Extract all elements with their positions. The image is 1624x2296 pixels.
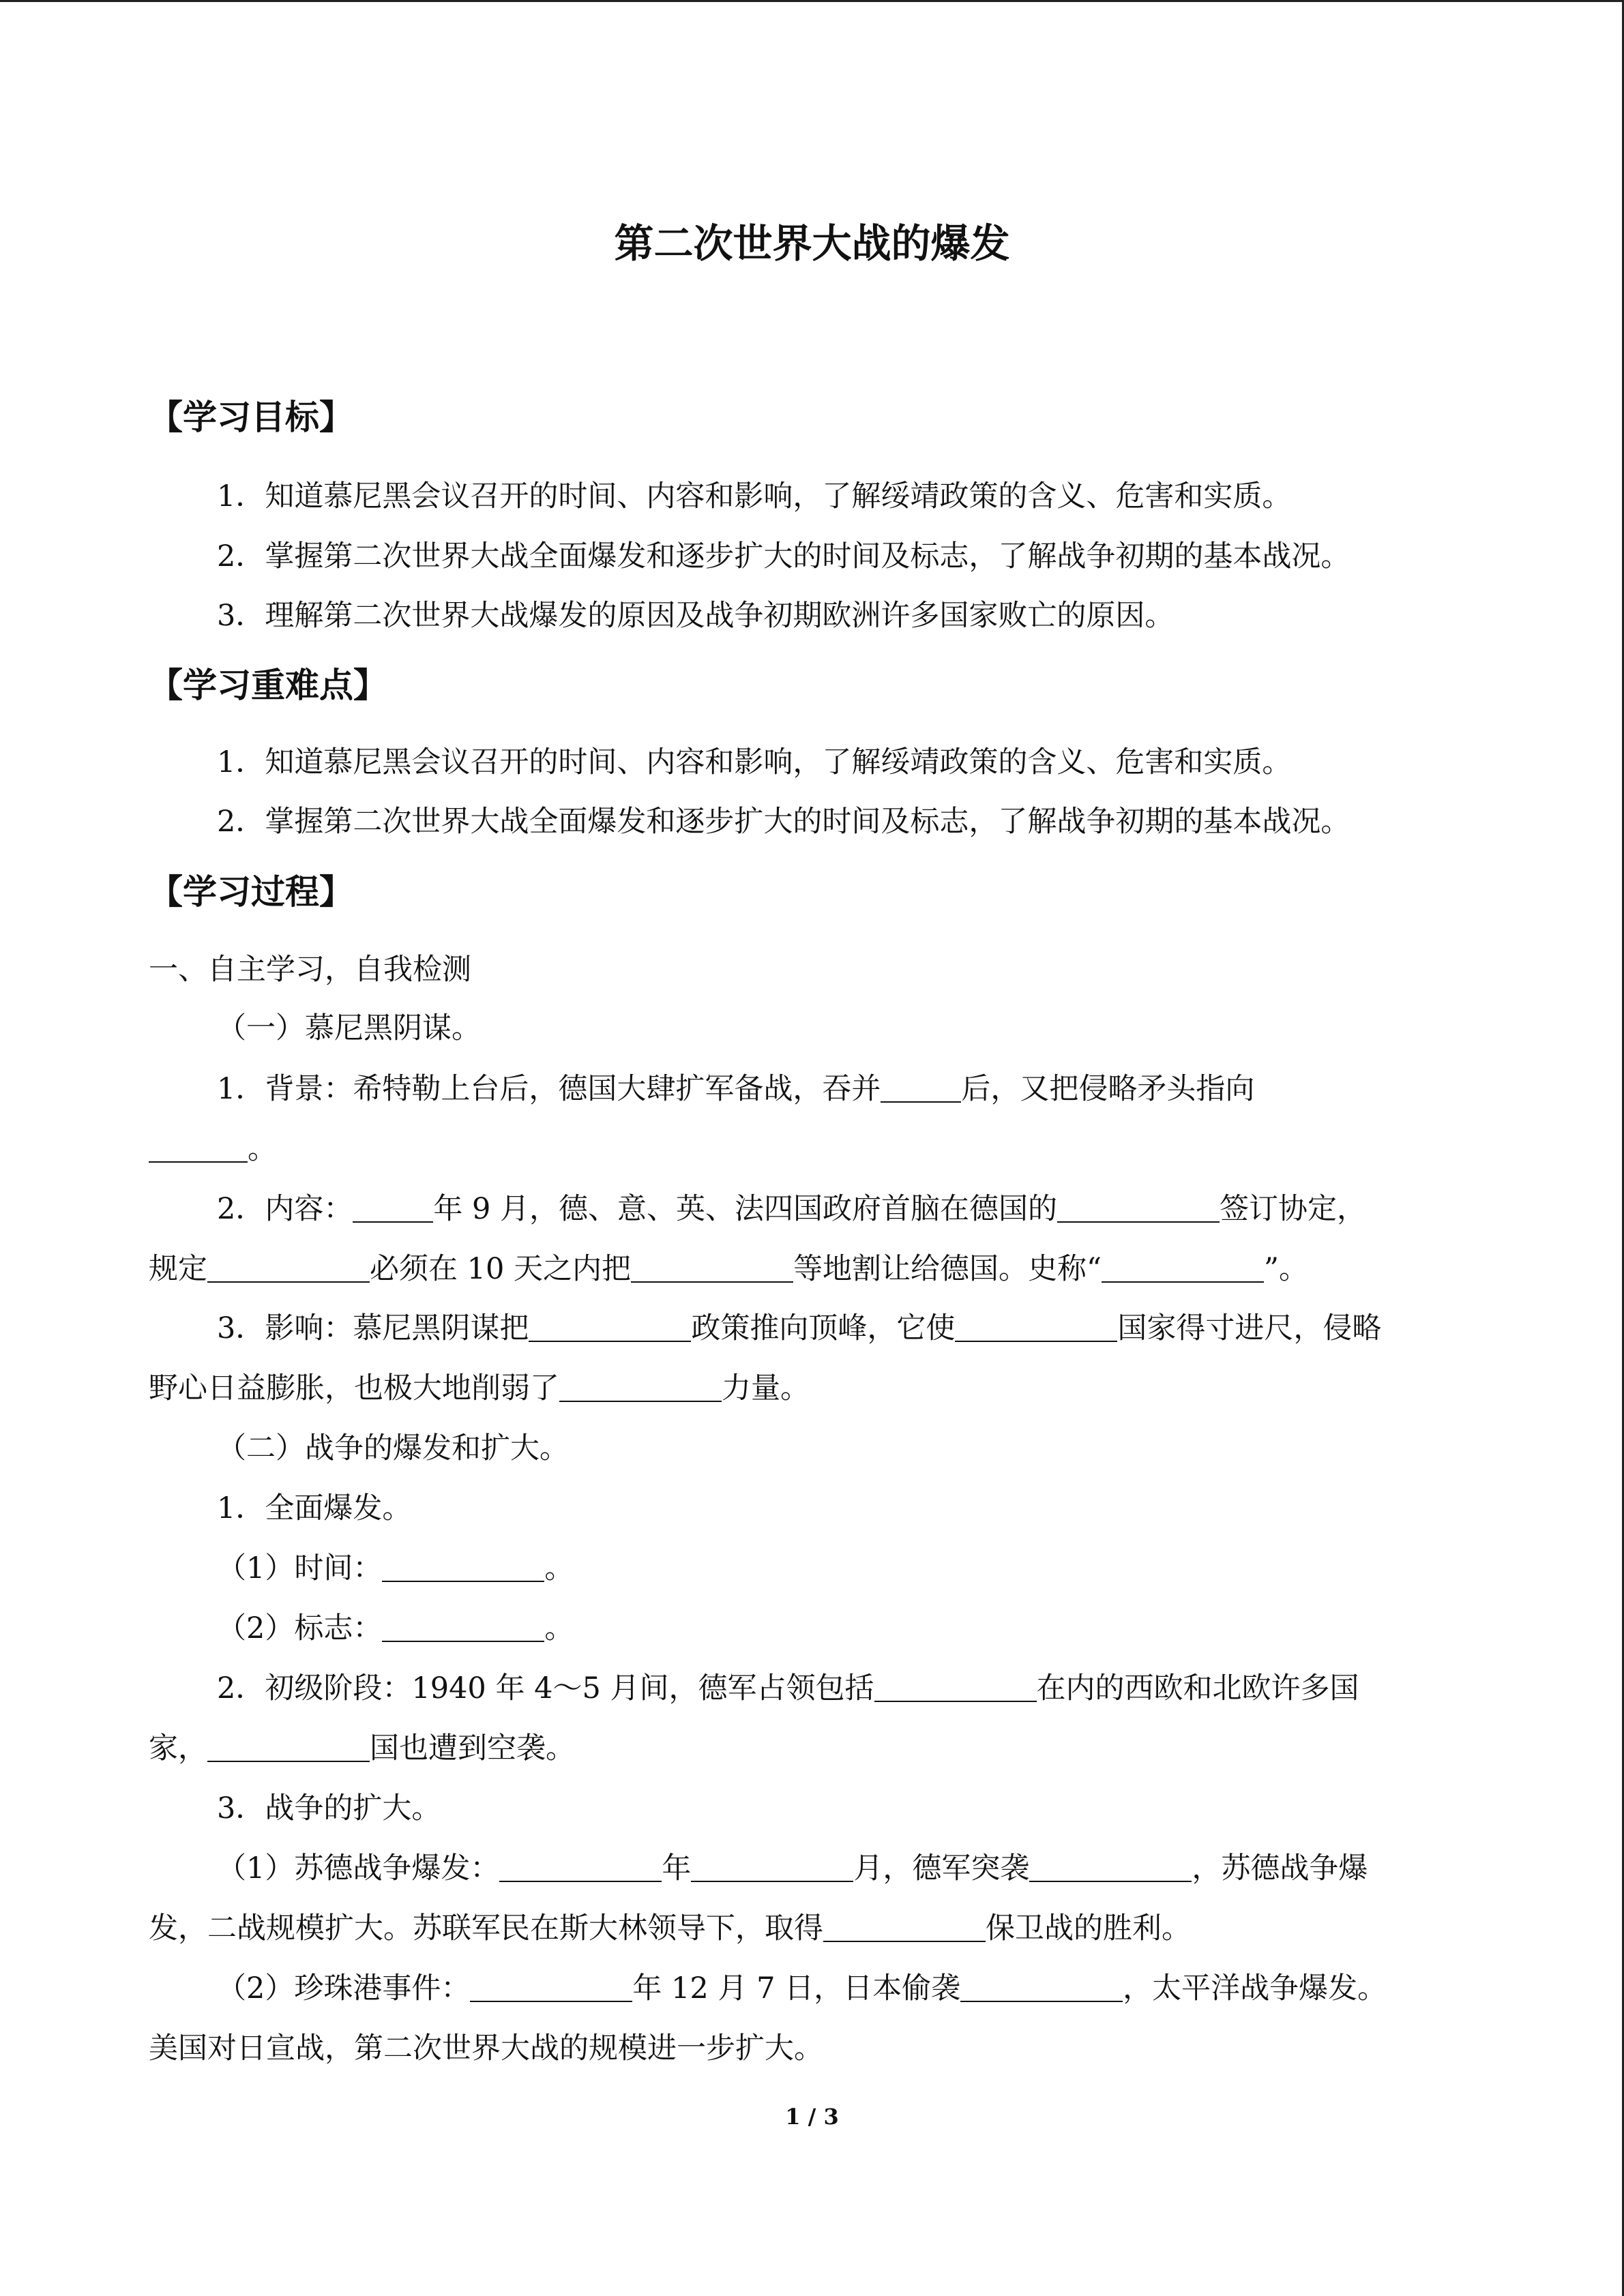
page-border-top [0,0,1624,2]
answer-blank[interactable] [1102,1251,1264,1283]
goal-item: 1．知道慕尼黑会议召开的时间、内容和影响，了解绥靖政策的含义、危害和实质。 [217,479,1292,513]
answer-blank[interactable] [691,1851,853,1882]
question-early-stage: 2．初级阶段：1940 年 4～5 月间，德军占领包括 在内的西欧和北欧许多国 [217,1671,1359,1705]
question-pearl-harbor: （2）珍珠港事件： 年 12 月 7 日，日本偷袭 ，太平洋战争爆发。 [217,1971,1387,2006]
answer-blank[interactable] [960,1971,1123,2002]
answer-blank[interactable] [149,1131,248,1163]
key-point-item: 1．知道慕尼黑会议召开的时间、内容和影响，了解绥靖政策的含义、危害和实质。 [217,745,1292,779]
question-impact-cont: 野心日益膨胀，也极大地削弱了 力量。 [149,1371,810,1405]
key-point-item: 2．掌握第二次世界大战全面爆发和逐步扩大的时间及标志，了解战争初期的基本战况。 [217,805,1350,839]
question-pearl-harbor-cont: 美国对日宣战，第二次世界大战的规模进一步扩大。 [149,2031,823,2066]
answer-blank[interactable] [529,1311,691,1342]
answer-blank[interactable] [955,1311,1117,1342]
answer-blank[interactable] [382,1551,544,1582]
goal-item: 2．掌握第二次世界大战全面爆发和逐步扩大的时间及标志，了解战争初期的基本战况。 [217,539,1350,573]
page-number: 1 / 3 [785,2104,839,2130]
answer-blank[interactable] [382,1611,544,1642]
subsection-heading: （二）战争的爆发和扩大。 [217,1431,569,1465]
answer-blank[interactable] [207,1251,370,1283]
answer-blank[interactable] [470,1971,632,2002]
question-impact: 3．影响：慕尼黑阴谋把 政策推向顶峰，它使 国家得寸进尺，侵略 [217,1311,1382,1345]
answer-blank[interactable] [1029,1851,1192,1882]
goal-item: 3．理解第二次世界大战爆发的原因及战争初期欧洲许多国家败亡的原因。 [217,599,1175,633]
answer-blank[interactable] [631,1251,793,1283]
answer-blank[interactable] [1057,1191,1220,1223]
item-heading: 3．战争的扩大。 [217,1791,441,1825]
question-background: 1．背景：希特勒上台后，德国大肆扩军备战，吞并 后，又把侵略矛头指向 [217,1072,1255,1106]
section-heading-goals: 【学习目标】 [149,398,353,437]
answer-blank[interactable] [823,1911,986,1942]
question-sign: （2）标志： 。 [217,1611,574,1645]
question-content-cont: 规定 必须在 10 天之内把 等地割让给德国。史称“ ”。 [149,1252,1309,1286]
page-title: 第二次世界大战的爆发 [614,220,1010,267]
answer-blank[interactable] [881,1071,961,1103]
answer-blank[interactable] [499,1851,662,1882]
question-soviet-german-war: （1）苏德战争爆发： 年 月，德军突袭 ，苏德战争爆 [217,1851,1368,1885]
section-heading-process: 【学习过程】 [149,872,353,912]
answer-blank[interactable] [874,1671,1037,1702]
part-heading: 一、自主学习，自我检测 [149,953,471,987]
question-soviet-german-war-cont: 发，二战规模扩大。苏联军民在斯大林领导下，取得 保卫战的胜利。 [149,1911,1191,1945]
answer-blank[interactable] [353,1191,433,1223]
section-heading-key-points: 【学习重难点】 [149,666,387,705]
question-content: 2．内容： 年 9 月，德、意、英、法四国政府首脑在德国的 签订协定， [217,1192,1367,1226]
subsection-heading: （一）慕尼黑阴谋。 [217,1011,481,1045]
answer-blank[interactable] [207,1731,370,1762]
answer-blank[interactable] [559,1371,722,1402]
question-early-stage-cont: 家， 国也遭到空袭。 [149,1731,575,1765]
question-time: （1）时间： 。 [217,1551,574,1585]
item-heading: 1．全面爆发。 [217,1491,412,1525]
question-background-cont: 。 [149,1129,277,1169]
